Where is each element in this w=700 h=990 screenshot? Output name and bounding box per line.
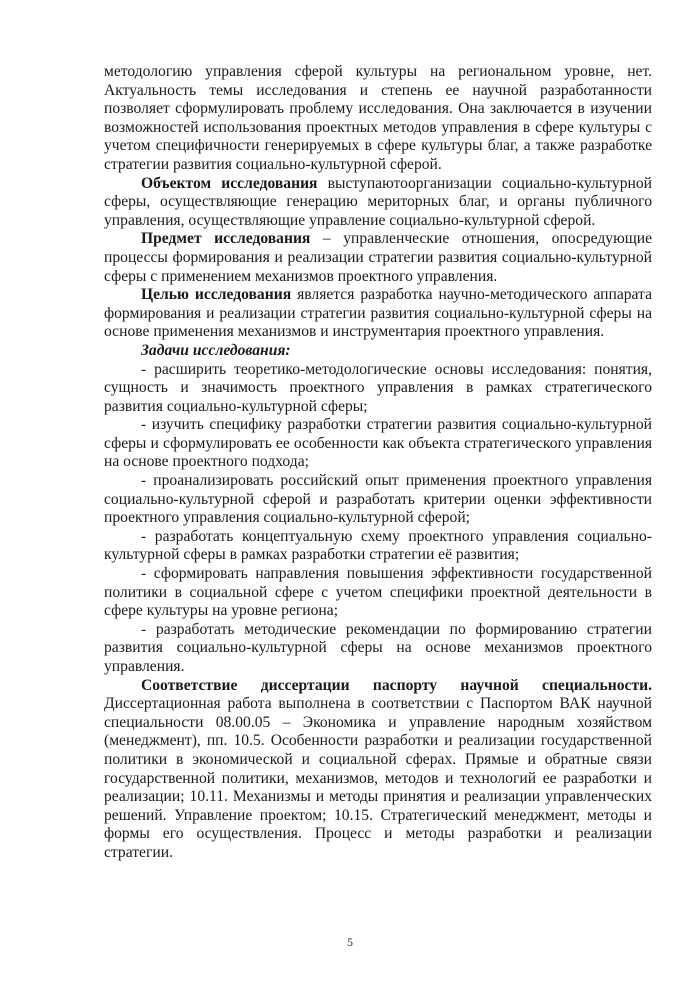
task-item: - разработать методические рекомендации по формированию стратегии развития социально-культурной сферы на основе механизмов проектного управления. — [104, 620, 652, 675]
object-paragraph — [104, 175, 652, 231]
task-item: - сформировать направления повышения эффективности государственной политики в социальной сфере с учетом специфики проектной деятельности в сфере культуры на уровне региона; — [104, 565, 652, 620]
task-item: - разработать концептуальную схему проектного управления социально-культурной сферы в рамках разработки стратегии её развития; — [104, 527, 652, 564]
subject-paragraph — [104, 230, 652, 286]
task-item: - расширить теоретико-методологические основы исследования: понятия, сущность и значимость проектного управления в рамках стратегического развития социально-культурной сферы; — [104, 360, 652, 415]
tasks-heading — [104, 342, 652, 361]
page-number: 5 — [347, 935, 353, 949]
compliance-text: Диссертационная работа выполнена в соответствии с Паспортом ВАК научной специальности 08.00.05 – Экономика и управление народным хозяйством (менеджмент), пп. 10.5. Особенности разработки и реализации государственной политики в экономической и социальной сферах. Прямые и обратные связи государственной политики, механизмов, методов и технологий ее разработки и реализации; 10.11. Механизмы и методы принятия и реализации управленческих решений. Управление проектом; 10.15. Стратегический менеджмент, методы и формы его осуществления. Процесс и методы разработки и реализации стратегии. — [104, 695, 652, 861]
goal-text: является разработка научно-методического аппарата формирования и реализации стратегии развития социально-культурной сферы на основе применения механизмов и инструментария проектного управления. — [104, 286, 652, 341]
object-text: выступаютоорганизации социально-культурной сферы, осуществляющие генерацию мериторных благ, и органы публичного управления, осуществляющие управление социально-культурной сферой. — [104, 174, 652, 229]
subject-text: – управленческие отношения, опосредующие процессы формирования и реализации стратегии развития социально-культурной сферы с применением механизмов проектного управления. — [104, 230, 652, 285]
subject-term: Предмет исследования — [141, 230, 311, 248]
document-body — [104, 63, 652, 863]
goal-paragraph — [104, 286, 652, 342]
intro-paragraph: методологию управления сферой культуры на региональном уровне, нет. Актуальность темы исследования и степень ее научной разработанности позволяет сформулировать проблему исследования. Она заключается в изучении возможностей использования проектных методов управления в сфере культуры с учетом специфичности генерируемых в сфере культуры благ, а также разработке стратегии развития социально-культурной сферой. — [104, 63, 652, 173]
task-item: - изучить специфику разработки стратегии развития социально-культурной сферы и сформулировать ее особенности как объекта стратегического управления на основе проектного подхода; — [104, 416, 652, 471]
task-item: - проанализировать российский опыт применения проектного управления социально-культурной сферой и разработать критерии оценки эффективности проектного управления социально-культурной сферой; — [104, 472, 652, 527]
compliance-paragraph — [104, 677, 652, 863]
compliance-term: Соответствие диссертации паспорту научной специальности. — [141, 676, 652, 694]
goal-term: Целью исследования — [141, 286, 292, 304]
object-term: Объектом исследования — [141, 174, 318, 192]
tasks-heading-text: Задачи исследования: — [141, 341, 291, 359]
